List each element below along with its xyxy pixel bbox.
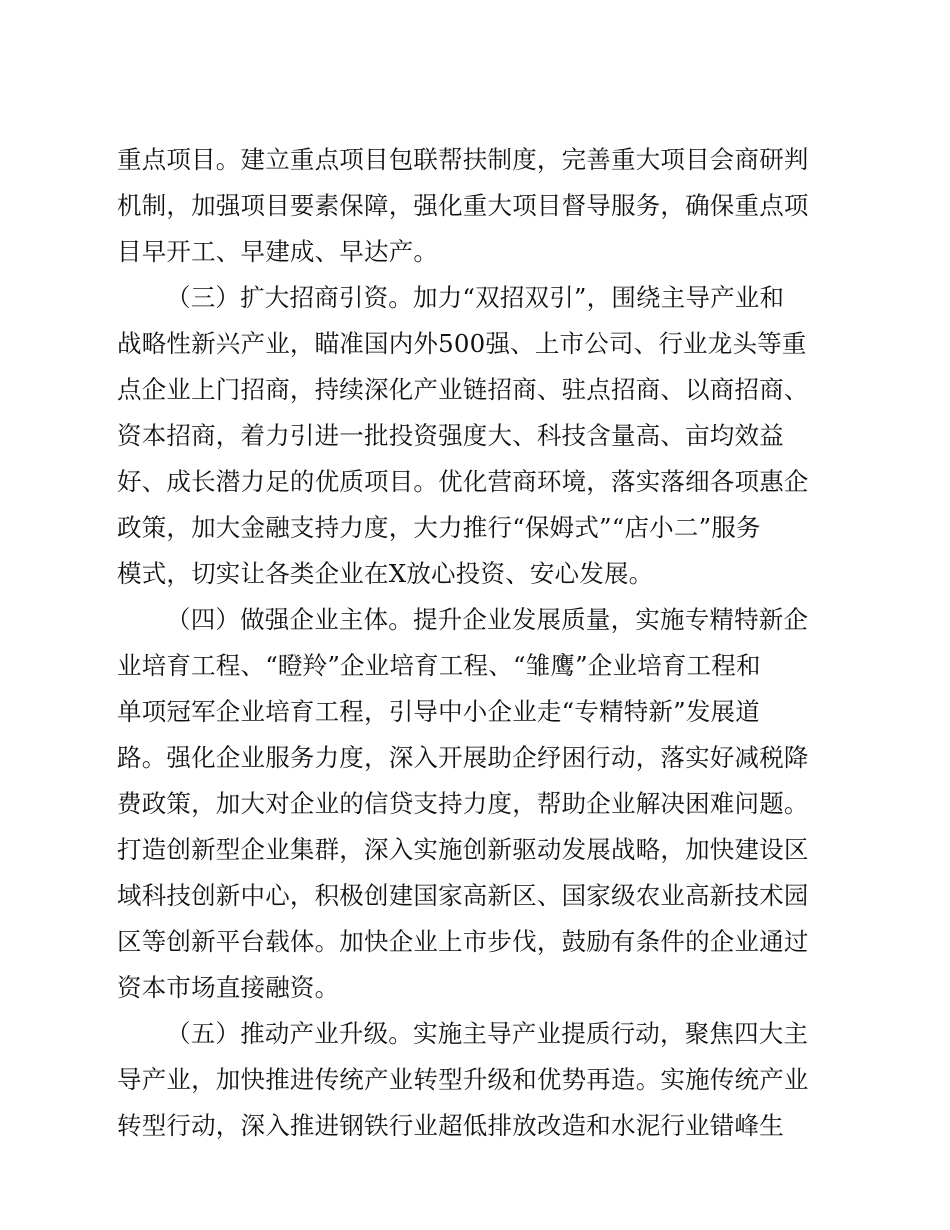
text-line: 路。强化企业服务力度，深入开展助企纾困行动，落实好减税降 xyxy=(117,743,809,772)
text-line: 转型行动，深入推进钢铁行业超低排放改造和水泥行业错峰生 xyxy=(117,1111,784,1140)
text-line: 好、成长潜力足的优质项目。优化营商环境，落实落细各项惠企 xyxy=(117,467,809,496)
text-line: 域科技创新中心，积极创建国家高新区、国家级农业高新技术园 xyxy=(117,881,809,910)
section-heading-4: （四）做强企业主体。提升企业发展质量，实施专精特新企 xyxy=(166,605,809,634)
text-line: 打造创新型企业集群，深入实施创新驱动发展战略，加快建设区 xyxy=(117,835,809,864)
text-line: 业培育工程、“瞪羚”企业培育工程、“雏鹰”企业培育工程和 xyxy=(117,651,761,680)
text-line: 资本招商，着力引进一批投资强度大、科技含量高、亩均效益 xyxy=(117,421,784,450)
text-line: 重点项目。建立重点项目包联帮扶制度，完善重大项目会商研判 xyxy=(117,145,809,174)
text-line: 费政策，加大对企业的信贷支持力度，帮助企业解决困难问题。 xyxy=(117,789,809,818)
section-heading-3: （三）扩大招商引资。加力“双招双引”，围绕主导产业和 xyxy=(166,283,785,312)
text-line: 机制，加强项目要素保障，强化重大项目督导服务，确保重点项 xyxy=(117,191,809,220)
text-line: 区等创新平台载体。加快企业上市步伐，鼓励有条件的企业通过 xyxy=(117,927,809,956)
text-line: 单项冠军企业培育工程，引导中小企业走“专精特新”发展道 xyxy=(117,697,760,726)
text-line: 政策，加大金融支持力度，大力推行“保姆式”“店小二”服务 xyxy=(117,513,761,542)
text-line: 点企业上门招商，持续深化产业链招商、驻点招商、以商招商、 xyxy=(117,375,809,404)
text-line: 目早开工、早建成、早达产。 xyxy=(117,237,439,266)
text-line: 导产业，加快推进传统产业转型升级和优势再造。实施传统产业 xyxy=(117,1065,809,1094)
text-line: 模式，切实让各类企业在X放心投资、安心发展。 xyxy=(117,559,654,588)
section-heading-5: （五）推动产业升级。实施主导产业提质行动，聚焦四大主 xyxy=(166,1019,809,1048)
text-line: 战略性新兴产业，瞄准国内外500强、上市公司、行业龙头等重 xyxy=(117,329,807,358)
text-line: 资本市场直接融资。 xyxy=(117,973,340,1002)
